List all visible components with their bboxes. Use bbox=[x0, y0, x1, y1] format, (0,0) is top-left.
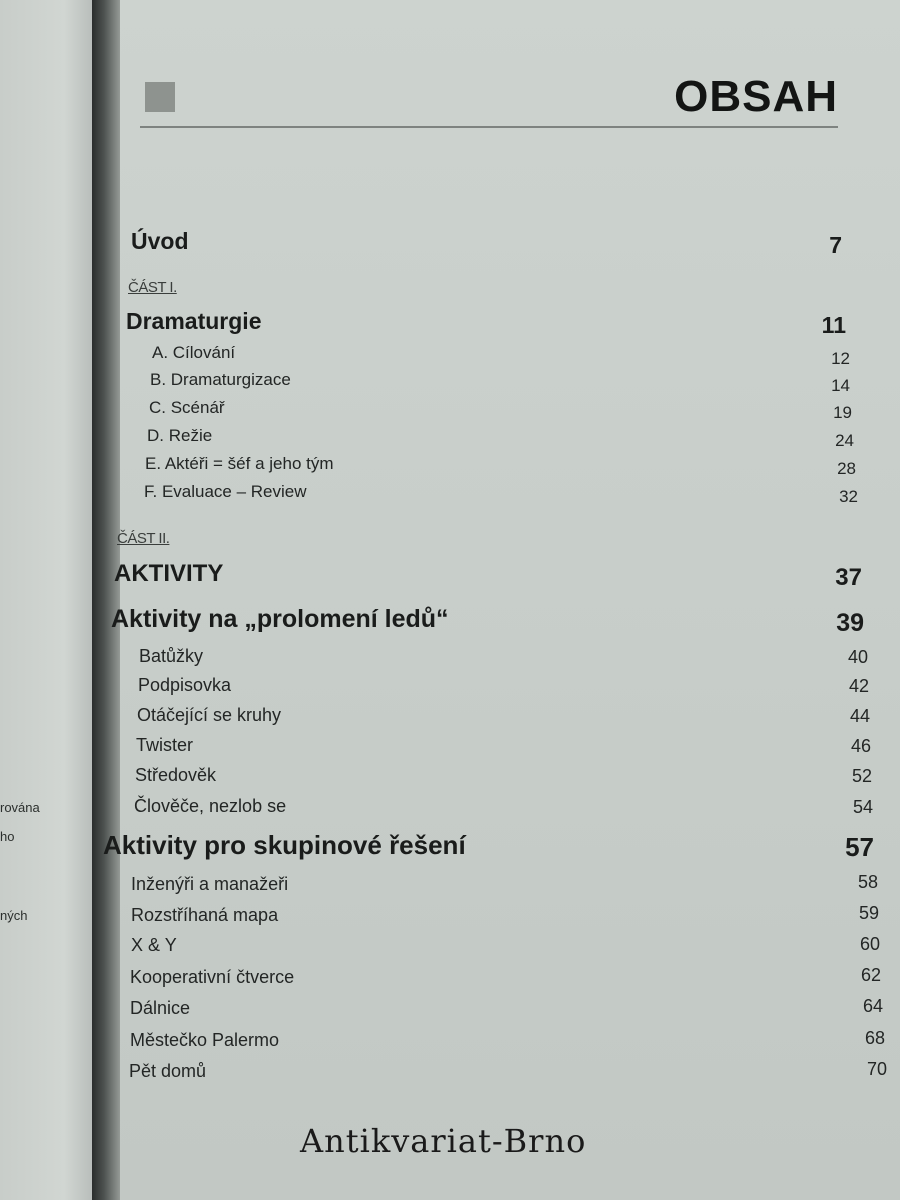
toc-title: Batůžky bbox=[139, 646, 204, 666]
toc-title: C. Scénář bbox=[149, 398, 225, 417]
toc-page: 37 bbox=[835, 564, 862, 591]
toc-page: 44 bbox=[849, 706, 870, 726]
toc-title: B. Dramaturgizace bbox=[150, 370, 291, 389]
part-label: ČÁST II. bbox=[117, 530, 170, 547]
toc-page: 58 bbox=[857, 872, 878, 892]
toc-title: A. Cílování bbox=[152, 343, 236, 362]
toc-page: 11 bbox=[821, 312, 846, 338]
toc-title: AKTIVITY bbox=[114, 560, 224, 587]
toc-title: Kooperativní čtverce bbox=[130, 967, 295, 987]
toc-title: Člověče, nezlob se bbox=[134, 796, 287, 816]
toc-page: 24 bbox=[835, 431, 854, 450]
toc-title: Inženýři a manažeři bbox=[131, 874, 289, 894]
left-page-fragment: rována bbox=[0, 800, 40, 815]
toc-page: 62 bbox=[860, 965, 881, 985]
toc-title: Dálnice bbox=[130, 998, 191, 1018]
toc-title: E. Aktéři = šéf a jeho tým bbox=[145, 454, 334, 473]
toc-page: 52 bbox=[851, 766, 872, 786]
toc-page: 32 bbox=[839, 487, 858, 506]
toc-page: 54 bbox=[852, 797, 873, 817]
toc-title: Rozstříhaná mapa bbox=[131, 905, 279, 925]
right-page bbox=[120, 0, 900, 1200]
toc-title: Úvod bbox=[131, 228, 189, 254]
toc-title: X & Y bbox=[131, 935, 177, 955]
toc-title: Pět domů bbox=[129, 1061, 207, 1081]
toc-title: Aktivity na „prolomení ledů“ bbox=[111, 605, 449, 633]
header-rule bbox=[140, 126, 838, 128]
toc-page: 59 bbox=[858, 903, 879, 923]
part-label: ČÁST I. bbox=[128, 279, 177, 296]
toc-page: 14 bbox=[831, 376, 850, 395]
toc-title: Středověk bbox=[135, 765, 217, 785]
watermark: Antikvariat-Brno bbox=[300, 1122, 587, 1160]
header-square-mark bbox=[145, 82, 175, 112]
toc-title: Městečko Palermo bbox=[130, 1030, 280, 1050]
toc-title: F. Evaluace – Review bbox=[144, 482, 307, 501]
toc-page: 46 bbox=[850, 736, 871, 756]
page-title: OBSAH bbox=[674, 72, 838, 121]
toc-page: 12 bbox=[831, 349, 850, 368]
toc-title: Twister bbox=[136, 735, 194, 755]
toc-page: 60 bbox=[859, 934, 880, 954]
toc-page: 42 bbox=[848, 676, 869, 696]
toc-title: Aktivity pro skupinové řešení bbox=[103, 830, 466, 860]
toc-page: 39 bbox=[836, 609, 864, 637]
left-page-fragment: ných bbox=[0, 908, 28, 923]
toc-page: 70 bbox=[866, 1059, 887, 1079]
toc-page: 19 bbox=[833, 403, 852, 422]
toc-page: 7 bbox=[829, 232, 842, 258]
toc-title: Podpisovka bbox=[138, 675, 232, 695]
left-page bbox=[0, 0, 92, 1200]
toc-page: 28 bbox=[837, 459, 856, 478]
left-page-fragment: ho bbox=[0, 829, 15, 844]
toc-page: 57 bbox=[845, 832, 874, 862]
toc-page: 40 bbox=[847, 647, 868, 667]
toc-page: 68 bbox=[864, 1028, 885, 1048]
toc-title: Otáčející se kruhy bbox=[137, 705, 282, 725]
toc-title: D. Režie bbox=[147, 426, 213, 445]
toc-title: Dramaturgie bbox=[126, 308, 262, 334]
toc-page: 64 bbox=[862, 996, 883, 1016]
